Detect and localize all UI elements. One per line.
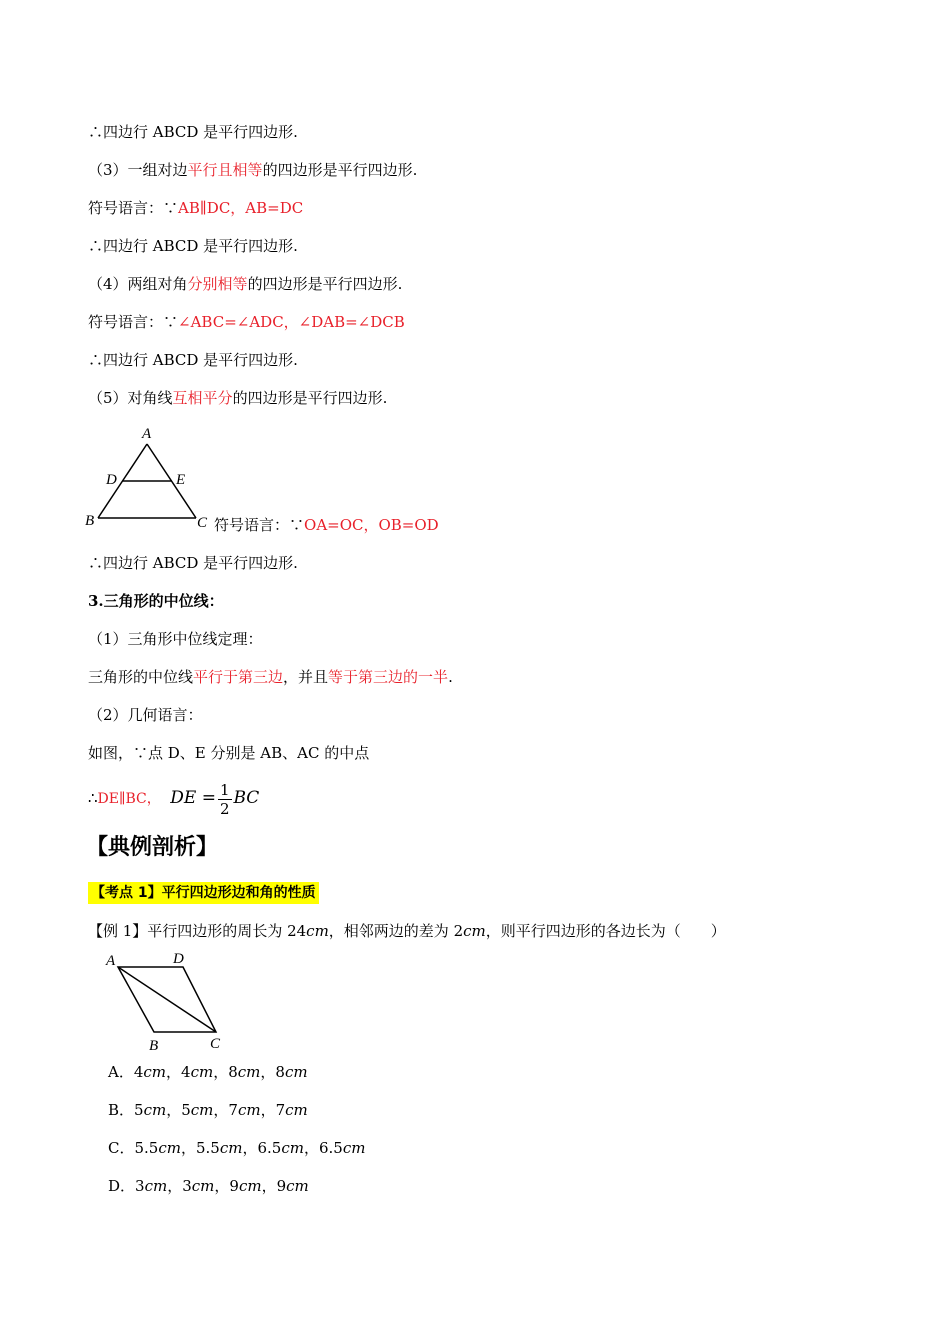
option-value: 8 — [228, 1063, 238, 1081]
text: （3）一组对边 — [88, 161, 188, 179]
option-d[interactable] — [108, 1176, 309, 1196]
option-unit: cm — [143, 1101, 167, 1119]
option-unit: cm — [284, 1063, 308, 1081]
option-letter: D． — [108, 1177, 136, 1195]
conclusion-line-4 — [88, 553, 298, 573]
option-separator: ， — [261, 1177, 277, 1195]
unit: cm — [306, 922, 329, 940]
option-unit: cm — [342, 1139, 366, 1157]
text: ∴四边行 ABCD 是平行四边形. — [88, 351, 298, 369]
option-separator: ， — [214, 1177, 230, 1195]
symbol-language-5 — [214, 515, 439, 535]
text: 的四边形是平行四边形. — [247, 275, 403, 293]
highlight: 平行于第三边 — [193, 668, 284, 686]
option-value: 4 — [181, 1063, 191, 1081]
text: 的四边形是平行四边形. — [232, 389, 388, 407]
highlight: 等于第三边的一半 — [328, 668, 449, 686]
unit: cm — [463, 922, 486, 940]
text: ∴ — [88, 789, 98, 807]
option-value: 5.5 — [195, 1139, 220, 1157]
label-c: C — [197, 515, 208, 531]
text: （1）三角形中位线定理： — [88, 630, 263, 648]
option-unit: cm — [237, 1101, 261, 1119]
midline-theorem-heading — [88, 629, 263, 649]
option-value: 5.5 — [134, 1139, 159, 1157]
option-value: 9 — [276, 1177, 287, 1195]
text: 三角形的中位线 — [88, 668, 194, 686]
option-value: 7 — [275, 1101, 286, 1119]
option-value: 3 — [182, 1177, 192, 1195]
option-separator: ， — [242, 1139, 258, 1157]
option-separator: ， — [303, 1139, 319, 1157]
numerator: 1 — [219, 780, 230, 799]
highlight: 平行且相等 — [187, 161, 263, 179]
geometry-conclusion — [88, 776, 259, 821]
highlight: AB∥DC，AB=DC — [178, 199, 304, 217]
option-value: 5 — [181, 1101, 191, 1119]
option-unit: cm — [190, 1101, 214, 1119]
option-a[interactable] — [108, 1062, 308, 1082]
option-unit: cm — [143, 1063, 167, 1081]
label-b: B — [149, 1038, 159, 1054]
text: 3.三角形的中位线： — [88, 592, 224, 610]
option-value: 7 — [228, 1101, 238, 1119]
option-unit: cm — [158, 1139, 181, 1157]
label-a: A — [142, 426, 152, 442]
label-c: C — [210, 1036, 221, 1052]
option-value: 4 — [133, 1063, 144, 1081]
option-unit: cm — [286, 1177, 309, 1195]
option-value: 6.5 — [318, 1139, 343, 1157]
symbol-language-4 — [88, 312, 405, 332]
denominator: 2 — [219, 799, 230, 818]
text: ，则平行四边形的各边长为（ ） — [485, 922, 726, 940]
text: ，并且 — [283, 668, 329, 686]
highlight: 互相平分 — [172, 389, 233, 407]
criterion-5 — [88, 388, 387, 408]
label-e: E — [176, 472, 186, 488]
text: 符号语言：∵ — [214, 516, 305, 534]
option-c[interactable] — [108, 1138, 365, 1158]
option-separator: ， — [167, 1177, 183, 1195]
conclusion-line-3 — [88, 350, 298, 370]
text: . — [448, 668, 453, 686]
option-separator: ， — [260, 1063, 276, 1081]
option-b[interactable] — [108, 1100, 308, 1120]
option-value: 8 — [275, 1063, 285, 1081]
kaodian-label: 【考点 1】平行四边形边和角的性质 — [88, 882, 319, 904]
geometry-language-heading — [88, 705, 203, 725]
diagonal-ac — [118, 967, 216, 1032]
label-d: D — [106, 472, 117, 488]
option-unit: cm — [190, 1063, 214, 1081]
option-unit: cm — [238, 1177, 262, 1195]
option-separator: ， — [213, 1101, 229, 1119]
formula-rhs: BC — [233, 788, 260, 808]
option-value: 3 — [135, 1177, 145, 1195]
fraction-half — [218, 781, 232, 818]
section-midline-title — [88, 591, 224, 611]
midline-theorem — [88, 667, 453, 687]
option-unit: cm — [281, 1139, 304, 1157]
highlight: OA=OC，OB=OD — [304, 516, 439, 534]
text: 的四边形是平行四边形. — [262, 161, 418, 179]
option-unit: cm — [191, 1177, 215, 1195]
geometry-premise — [88, 743, 369, 763]
option-separator: ， — [180, 1139, 196, 1157]
conclusion-line-2 — [88, 236, 298, 256]
option-letter: B． — [108, 1101, 135, 1119]
text: ∴四边行 ABCD 是平行四边形. — [88, 237, 298, 255]
text: 符号语言：∵ — [88, 313, 179, 331]
option-separator: ， — [166, 1063, 182, 1081]
highlight: ∠ABC=∠ADC，∠DAB=∠DCB — [178, 313, 405, 331]
label-d: D — [173, 951, 184, 967]
text: 符号语言：∵ — [88, 199, 179, 217]
text: ，相邻两边的差为 2 — [328, 922, 464, 940]
option-separator: ， — [166, 1101, 182, 1119]
text: 如图，∵点 D、E 分别是 AB、AC 的中点 — [88, 744, 370, 762]
text: ∴四边行 ABCD 是平行四边形. — [88, 554, 298, 572]
label-b: B — [85, 513, 95, 529]
text: ∴四边行 ABCD 是平行四边形. — [88, 123, 298, 141]
highlight: DE∥BC， — [97, 791, 161, 807]
label-a: A — [106, 953, 116, 969]
text: （5）对角线 — [88, 389, 173, 407]
example-1-question — [88, 921, 726, 941]
option-value: 5 — [134, 1101, 144, 1119]
symbol-language-3 — [88, 198, 303, 218]
option-unit: cm — [219, 1139, 243, 1157]
section-heading: 【典例剖析】 — [86, 835, 219, 860]
criterion-4 — [88, 274, 402, 294]
highlight: 分别相等 — [187, 275, 248, 293]
text: 【例 1】平行四边形的周长为 24 — [88, 922, 307, 940]
option-unit: cm — [237, 1063, 261, 1081]
text: （2）几何语言： — [88, 706, 203, 724]
option-letter: C． — [108, 1139, 135, 1157]
option-separator: ， — [213, 1063, 229, 1081]
formula-lhs: DE = — [170, 788, 216, 808]
parallelogram-figure — [100, 948, 230, 1056]
criterion-3 — [88, 160, 417, 180]
option-unit: cm — [144, 1177, 168, 1195]
option-value: 6.5 — [257, 1139, 282, 1157]
text: （4）两组对角 — [88, 275, 188, 293]
conclusion-line-1 — [88, 122, 298, 142]
option-unit: cm — [285, 1101, 308, 1119]
triangle-figure — [80, 424, 215, 534]
option-letter: A． — [108, 1063, 134, 1081]
option-separator: ， — [260, 1101, 276, 1119]
option-value: 9 — [229, 1177, 239, 1195]
